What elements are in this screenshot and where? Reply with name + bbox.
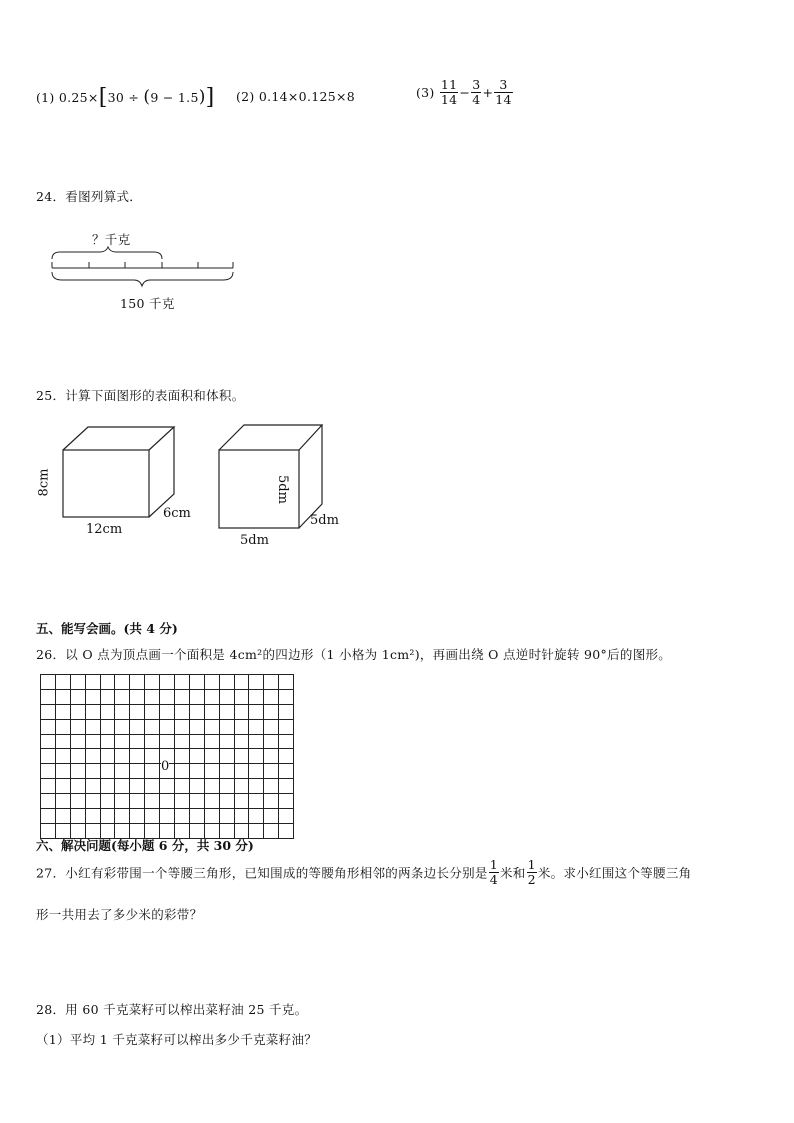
grid-cell: [115, 764, 130, 779]
grid-cell: [41, 675, 56, 690]
grid-cell: [249, 779, 264, 794]
grid-cell: [100, 689, 115, 704]
denominator: 4: [472, 92, 481, 107]
grid-cell: [249, 719, 264, 734]
numerator: 1: [527, 857, 536, 872]
cuboid-width-label: 6cm: [163, 506, 191, 521]
grid-cell: [100, 809, 115, 824]
grid-cell: [279, 675, 294, 690]
paren-right: ): [198, 87, 206, 107]
grid-cell: [100, 675, 115, 690]
grid-cell: [55, 794, 70, 809]
grid-cell: [189, 719, 204, 734]
grid-cell: [55, 704, 70, 719]
grid-cell: [85, 704, 100, 719]
grid-cell: [145, 764, 160, 779]
grid-cell: [175, 704, 190, 719]
q25-title: 25．计算下面图形的表面积和体积。: [36, 388, 245, 403]
grid-cell: [234, 704, 249, 719]
grid-cell: [219, 779, 234, 794]
grid-cell: [85, 734, 100, 749]
grid-cell: [279, 764, 294, 779]
grid-cell: [70, 734, 85, 749]
numerator: 3: [472, 77, 481, 92]
denominator: 2: [527, 872, 536, 887]
grid-cell: [115, 704, 130, 719]
grid-cell: [55, 809, 70, 824]
fraction-11-14: [440, 78, 459, 107]
grid-cell: [175, 749, 190, 764]
grid-cell: [204, 704, 219, 719]
grid-cell: [264, 764, 279, 779]
grid-cell: [234, 809, 249, 824]
grid-cell: [204, 675, 219, 690]
grid-cell: [145, 809, 160, 824]
grid-cell: [100, 704, 115, 719]
grid-cell: [41, 734, 56, 749]
grid-cell: [130, 719, 145, 734]
grid-cell: [249, 689, 264, 704]
grid-cell: [115, 779, 130, 794]
grid-cell: [204, 794, 219, 809]
cuboid-side: [149, 427, 174, 517]
grid-cell: [145, 749, 160, 764]
cuboid-top: [63, 427, 174, 450]
grid-cell: [41, 809, 56, 824]
grid-cell: [70, 794, 85, 809]
square-grid: [40, 674, 294, 839]
grid-cell: [70, 779, 85, 794]
grid-cell: [279, 719, 294, 734]
denominator: 4: [489, 872, 498, 887]
grid-cell: [189, 794, 204, 809]
grid-cell: [234, 779, 249, 794]
grid-cell: [145, 734, 160, 749]
grid-cell: [189, 675, 204, 690]
grid-cell: [145, 794, 160, 809]
grid-cell: [249, 764, 264, 779]
grid-cell: [249, 794, 264, 809]
grid-cell: [234, 794, 249, 809]
numerator: 11: [440, 77, 458, 92]
grid-row: [41, 675, 294, 690]
grid-cell: [70, 809, 85, 824]
grid-cell: [189, 809, 204, 824]
grid-cell: [219, 764, 234, 779]
grid-cell: [160, 719, 175, 734]
q28-text: 28．用 60 千克菜籽可以榨出菜籽油 25 千克。: [36, 1002, 308, 1017]
grid-cell: [249, 734, 264, 749]
grid-cell: [175, 689, 190, 704]
bracket-right: ]: [205, 85, 215, 110]
cube-height-label: 5dm: [274, 475, 290, 504]
grid-cell: [130, 809, 145, 824]
grid-row: [41, 704, 294, 719]
numerator: 1: [489, 857, 498, 872]
grid-cell: [189, 764, 204, 779]
grid-cell: [264, 809, 279, 824]
q23-item1: [36, 86, 215, 108]
grid-cell: [189, 779, 204, 794]
grid-cell: [115, 749, 130, 764]
q23-item1-a: 30 ÷: [107, 90, 144, 105]
q27-line2: 形一共用去了多少米的彩带？: [36, 907, 203, 922]
grid-cell: [264, 794, 279, 809]
grid-cell: [279, 689, 294, 704]
grid-cell: [279, 749, 294, 764]
grid-cell: [160, 689, 175, 704]
grid-row: [41, 734, 294, 749]
grid-cell: [85, 719, 100, 734]
cuboid-figure: [36, 420, 210, 550]
grid-cell: [85, 675, 100, 690]
grid-cell: [130, 689, 145, 704]
grid-cell: [175, 719, 190, 734]
grid-cell: [70, 764, 85, 779]
grid-cell: [100, 719, 115, 734]
grid-cell: [55, 675, 70, 690]
bracket-left: [: [98, 85, 108, 110]
cuboid-front: [63, 450, 149, 517]
grid-cell: [41, 719, 56, 734]
grid-cell: [41, 794, 56, 809]
grid-cell: [249, 675, 264, 690]
grid-cell: [160, 779, 175, 794]
grid-cell: [175, 794, 190, 809]
grid-cell: [204, 809, 219, 824]
q23-item2: (2) 0.14×0.125×8: [236, 89, 355, 104]
grid-cell: [189, 704, 204, 719]
grid-cell: [204, 734, 219, 749]
q27-line1: [36, 858, 691, 887]
q28-sub1: （1）平均 1 千克菜籽可以榨出多少千克菜籽油？: [36, 1032, 318, 1047]
grid-cell: [264, 734, 279, 749]
grid-cell: [160, 809, 175, 824]
grid-cell: [130, 734, 145, 749]
cube-figure: [214, 420, 364, 555]
grid-cell: [204, 764, 219, 779]
grid-cell: [189, 689, 204, 704]
q24-bottom-label: 150 千克: [120, 296, 175, 311]
grid-cell: [175, 764, 190, 779]
grid-cell: [145, 689, 160, 704]
grid-cell: [55, 734, 70, 749]
grid-cell: [85, 779, 100, 794]
denominator: 14: [495, 92, 512, 107]
grid-cell: [264, 689, 279, 704]
grid-cell: [70, 704, 85, 719]
grid-cell: [100, 749, 115, 764]
grid-cell: [175, 675, 190, 690]
grid-cell: [41, 689, 56, 704]
fraction-1-2: [527, 858, 537, 887]
fraction-3-4: [471, 78, 481, 107]
grid-cell: [234, 764, 249, 779]
grid-cell: [234, 719, 249, 734]
grid-cell: [279, 794, 294, 809]
grid-cell: [279, 809, 294, 824]
cube-top: [219, 425, 322, 450]
grid-cell: [115, 794, 130, 809]
grid-cell: [145, 704, 160, 719]
grid-cell: [130, 675, 145, 690]
section5-title: 五、能写会画。(共 4 分): [36, 621, 178, 636]
grid-cell: [264, 675, 279, 690]
grid-cell: [130, 749, 145, 764]
grid-cell: [70, 675, 85, 690]
q27-text-mid: 米和: [499, 865, 526, 881]
grid-cell: [145, 719, 160, 734]
grid-cell: [264, 779, 279, 794]
denominator: 14: [440, 92, 458, 107]
grid-cell: [100, 734, 115, 749]
grid-cell: [130, 764, 145, 779]
grid-cell: [264, 719, 279, 734]
numerator: 3: [494, 78, 513, 93]
grid-cell: [55, 719, 70, 734]
grid-cell: [41, 749, 56, 764]
grid-cell: [100, 794, 115, 809]
fraction-1-4: [489, 858, 499, 887]
paren-left: (: [143, 87, 151, 107]
operator-minus: −: [459, 85, 471, 100]
grid-cell: [85, 809, 100, 824]
grid-cell: [130, 704, 145, 719]
grid-cell: [264, 823, 279, 838]
q23-item3: [416, 78, 514, 107]
grid-cell: [249, 809, 264, 824]
grid-cell: [279, 823, 294, 838]
grid-cell: [204, 749, 219, 764]
grid-cell: [219, 689, 234, 704]
cube-width-label: 5dm: [310, 513, 339, 528]
grid-row: [41, 779, 294, 794]
q27-text-part2: 米。求小红围这个等腰三角: [537, 865, 692, 881]
grid-cell: [115, 719, 130, 734]
cuboid-height-label: 8cm: [36, 468, 52, 497]
grid-row: [41, 719, 294, 734]
q23-item1-prefix: (1) 0.25×: [36, 90, 99, 105]
grid-cell: [85, 749, 100, 764]
grid-cell: [85, 689, 100, 704]
grid-cell: [100, 764, 115, 779]
grid-cell: [175, 779, 190, 794]
top-brace: [52, 247, 162, 259]
grid-row: [41, 809, 294, 824]
grid-cell: [55, 764, 70, 779]
grid-cell: [55, 749, 70, 764]
grid-cell: [145, 779, 160, 794]
grid-cell: [219, 719, 234, 734]
grid-cell: [70, 689, 85, 704]
grid-cell: [115, 675, 130, 690]
grid-cell: [249, 704, 264, 719]
grid-cell: [160, 704, 175, 719]
grid-cell: [115, 809, 130, 824]
grid-cell: [219, 794, 234, 809]
grid-cell: [264, 749, 279, 764]
grid-cell: [100, 779, 115, 794]
section6-title: 六、解决问题(每小题 6 分，共 30 分): [36, 838, 254, 853]
grid-cell: [130, 779, 145, 794]
fraction-3-14: [494, 78, 513, 107]
grid-cell: [70, 749, 85, 764]
point-o-label: 0: [161, 759, 170, 774]
grid-cell: [279, 704, 294, 719]
grid-cell: [219, 749, 234, 764]
grid-cell: [175, 809, 190, 824]
grid-cell: [160, 675, 175, 690]
grid-cell: [204, 689, 219, 704]
q24-title: 24．看图列算式．: [36, 189, 143, 204]
grid-cell: [41, 704, 56, 719]
grid-cell: [234, 675, 249, 690]
q23-item1-b: 9 − 1.5: [150, 90, 199, 105]
grid-cell: [41, 779, 56, 794]
q24-diagram: [40, 228, 250, 318]
grid-row: [41, 794, 294, 809]
grid-cell: [219, 675, 234, 690]
grid-cell: [55, 779, 70, 794]
grid-cell: [115, 689, 130, 704]
grid-cell: [41, 764, 56, 779]
cuboid-length-label: 12cm: [86, 522, 123, 537]
grid-cell: [70, 719, 85, 734]
grid-cell: [115, 734, 130, 749]
grid-cell: [55, 689, 70, 704]
grid-cell: [219, 704, 234, 719]
grid-cell: [85, 764, 100, 779]
grid-cell: [160, 734, 175, 749]
grid-cell: [85, 794, 100, 809]
grid-cell: [234, 734, 249, 749]
q23-item3-label: (3): [416, 85, 435, 100]
grid-cell: [204, 719, 219, 734]
q26-text: 26．以 O 点为顶点画一个面积是 4cm²的四边形（1 小格为 1cm²)，再画出绕 O 点逆时针旋转 90°后的图形。: [36, 647, 672, 662]
grid-cell: [279, 779, 294, 794]
grid-cell: [204, 779, 219, 794]
grid-row: [41, 689, 294, 704]
grid-cell: [234, 749, 249, 764]
grid-cell: [160, 794, 175, 809]
grid-cell: [219, 734, 234, 749]
grid-cell: [145, 675, 160, 690]
grid-cell: [264, 704, 279, 719]
cube-length-label: 5dm: [240, 533, 269, 548]
grid-cell: [279, 734, 294, 749]
bottom-brace: [52, 272, 233, 286]
grid-table: [40, 674, 294, 839]
grid-cell: [234, 689, 249, 704]
grid-cell: [189, 734, 204, 749]
grid-cell: [130, 794, 145, 809]
q27-text-part1: 27．小红有彩带围一个等腰三角形，已知围成的等腰角形相邻的两条边长分别是: [36, 865, 488, 881]
grid-cell: [175, 734, 190, 749]
grid-cell: [189, 749, 204, 764]
grid-cell: [219, 809, 234, 824]
grid-cell: [249, 749, 264, 764]
q24-top-label: ？千克: [92, 232, 131, 247]
operator-plus: +: [482, 85, 494, 100]
